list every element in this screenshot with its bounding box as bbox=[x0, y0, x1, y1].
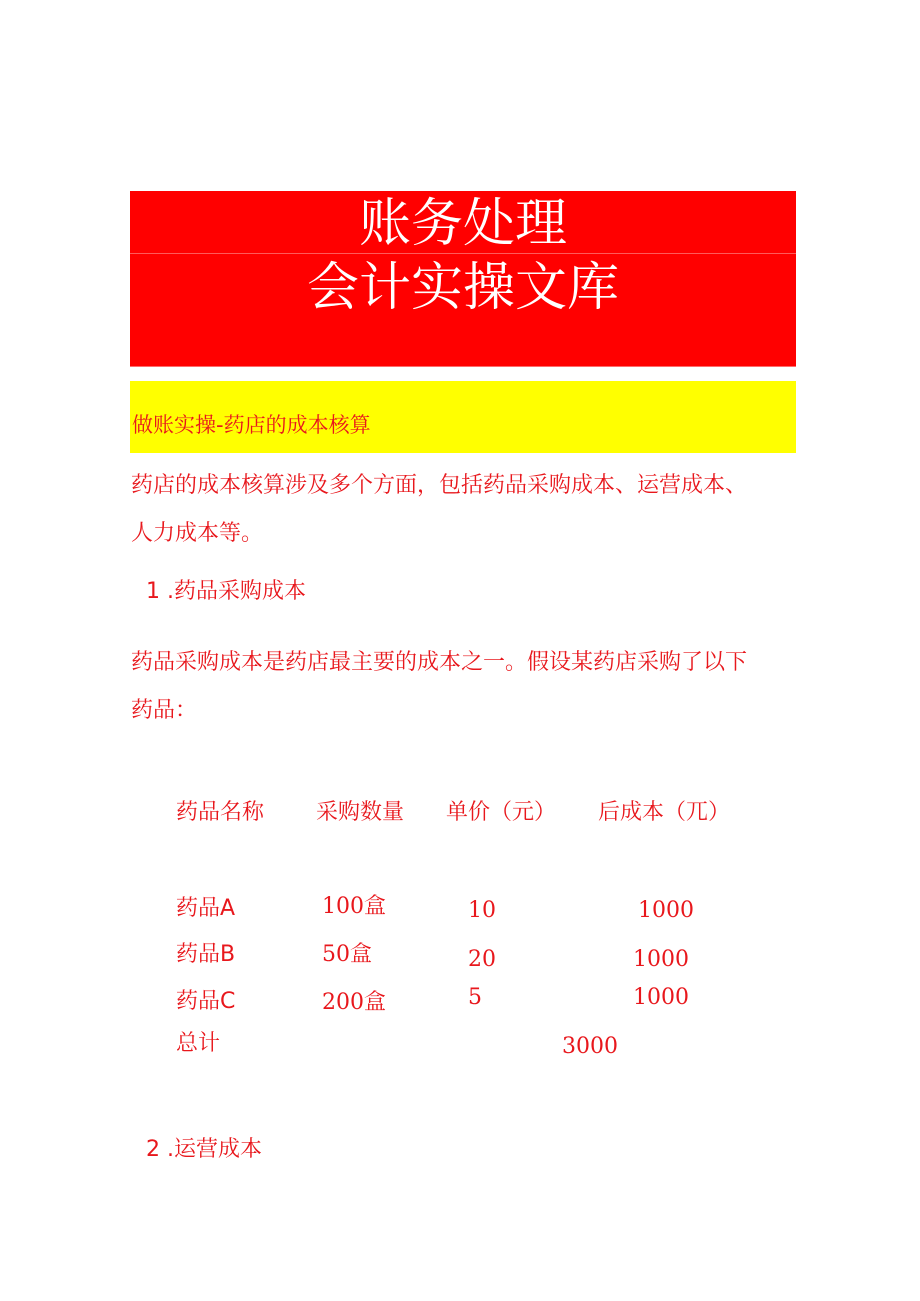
banner-text bbox=[130, 191, 796, 367]
table-header-price: 单价（元） bbox=[446, 800, 557, 825]
table-total-value: 3000 bbox=[562, 1034, 618, 1059]
table-row-c-cost: 1000 bbox=[633, 985, 689, 1010]
table-row-b-name: 药品B bbox=[176, 942, 236, 967]
table-row-a-qty: 100盒 bbox=[322, 894, 386, 919]
section-2-heading: 2 .运营成本 bbox=[146, 1137, 262, 1162]
table-row-c-price: 5 bbox=[468, 985, 482, 1010]
banner-line-2: 会计实操文库 bbox=[306, 258, 619, 318]
subtitle-bar bbox=[130, 381, 796, 453]
table-row-b-qty: 50盒 bbox=[322, 942, 372, 967]
table-row-c-name: 药品C bbox=[176, 989, 236, 1014]
table-row-a-name: 药品A bbox=[176, 896, 236, 921]
section-1-para-line-1: 药品采购成本是药店最主要的成本之一。假设某药店采购了以下 bbox=[131, 650, 748, 675]
section-1-para-line-2: 药品： bbox=[131, 698, 198, 723]
intro-line-2: 人力成本等。 bbox=[131, 521, 264, 546]
table-row-b-price: 20 bbox=[468, 947, 496, 972]
table-total-label: 总计 bbox=[176, 1031, 221, 1056]
subtitle-text: 做账实操-药店的成本核算 bbox=[132, 413, 371, 437]
intro-line-1: 药店的成本核算涉及多个方面，包括药品采购成本、运营成本、 bbox=[131, 473, 748, 498]
table-row-b-cost: 1000 bbox=[633, 947, 689, 972]
banner-line-1: 账务处理 bbox=[358, 194, 567, 254]
table-row-c-qty: 200盒 bbox=[322, 990, 386, 1015]
table-row-a-cost: 1000 bbox=[638, 898, 694, 923]
table-header-cost: 后成本（兀） bbox=[598, 800, 731, 825]
table-header-qty: 采购数量 bbox=[316, 800, 405, 825]
table-row-a-price: 10 bbox=[468, 898, 496, 923]
table-header-name: 药品名称 bbox=[176, 800, 265, 825]
section-1-heading: 1 .药品采购成本 bbox=[146, 579, 306, 604]
